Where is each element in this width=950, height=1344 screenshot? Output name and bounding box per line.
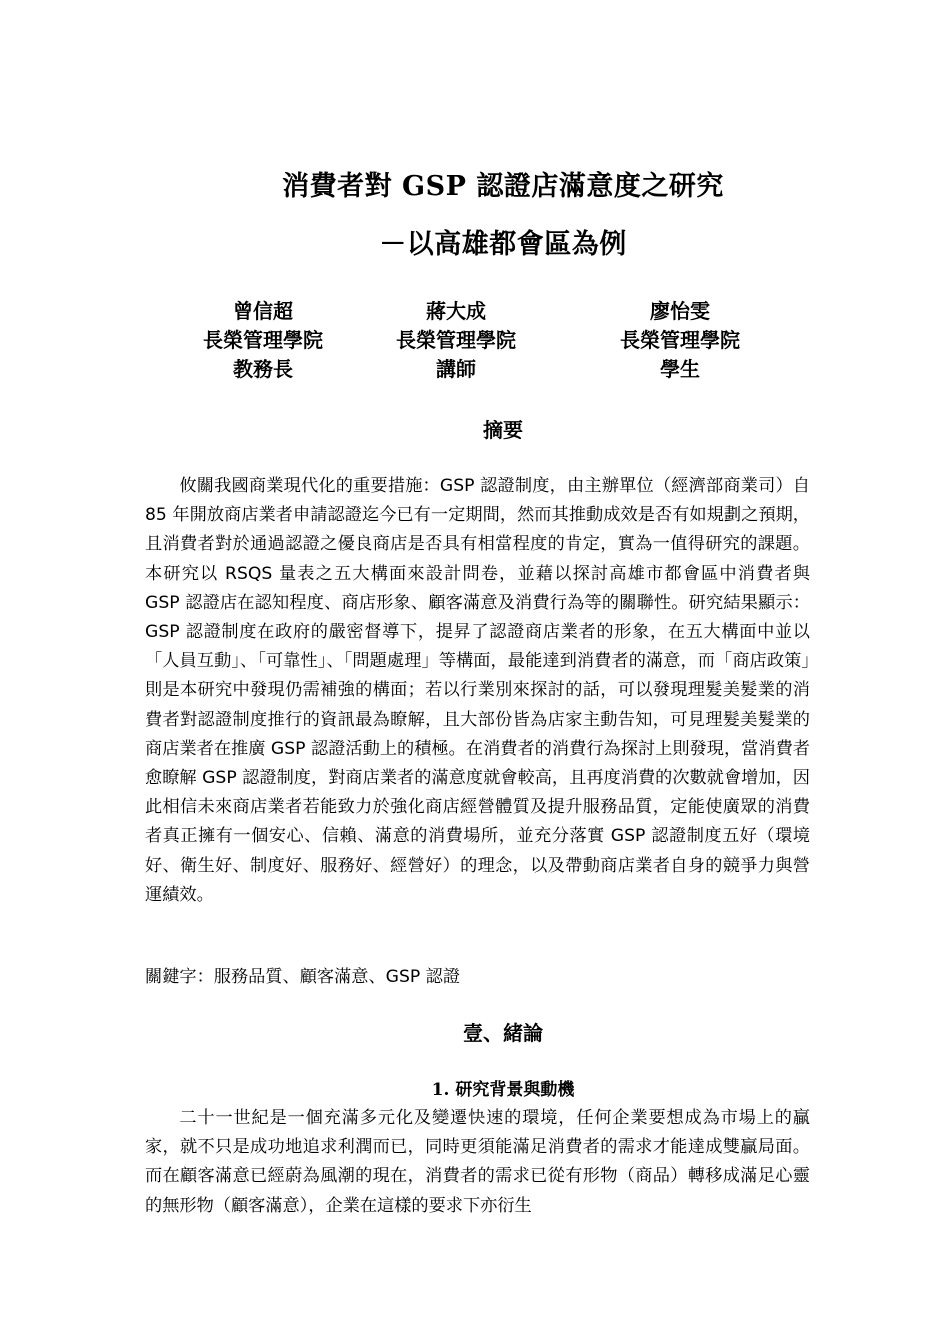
author-affiliation: 長榮管理學院: [396, 328, 516, 352]
author-block: [366, 297, 546, 384]
author-block: [173, 297, 353, 384]
paper-subtitle: －以高雄都會區為例: [379, 229, 627, 260]
author-affiliation: 長榮管理學院: [620, 328, 740, 352]
author-role: 學生: [660, 357, 700, 381]
author-name: 蔣大成: [426, 299, 486, 323]
author-name: 廖怡雯: [650, 299, 710, 323]
subsection-heading: 1. 研究背景與動機: [431, 1080, 575, 1100]
author-block: [590, 297, 770, 384]
keywords-line: 關鍵字：服務品質、顧客滿意、GSP 認證: [145, 967, 461, 987]
abstract-heading: 摘要: [483, 418, 523, 442]
author-role: 講師: [436, 357, 476, 381]
author-role: 教務長: [233, 357, 293, 381]
abstract-paragraph: 攸關我國商業現代化的重要措施：GSP 認證制度，由主辦單位（經濟部商業司）自 85 年開放商店業者申請認證迄今已有一定期間，然而其推動成效是否有如規劃之預期，且消費者對於通過認證之優良商店是否具有相當程度的肯定，實為一值得研究的課題。本研究以 RSQS 量表之五大構面來設計問卷，並藉以探討高雄市都會區中消費者與 GSP 認證店在認知程度、商店形象、顧客滿意及消費行為等的關聯性。研究結果顯示：GSP 認證制度在政府的嚴密督導下，提昇了認證商店業者的形象，在五大構面中並以「人員互動」、「可靠性」、「問題處理」等構面，最能達到消費者的滿意，而「商店政策」則是本研究中發現仍需補強的構面；若以行業別來探討的話，可以發現理髮美髮業的消費者對認證制度推行的資訊最為瞭解，且大部份皆為店家主動告知，可見理髮美髮業的商店業者在推廣 GSP 認證活動上的積極。在消費者的消費行為探討上則發現，當消費者愈瞭解 GSP 認證制度，對商店業者的滿意度就會較高，且再度消費的次數就會增加，因此相信未來商店業者若能致力於強化商店經營體質及提升服務品質，定能使廣眾的消費者真正擁有一個安心、信賴、滿意的消費場所，並充分落實 GSP 認證制度五好（環境好、衛生好、制度好、服務好、經營好）的理念，以及帶動商店業者自身的競爭力與營運績效。: [145, 476, 810, 905]
author-name: 曾信超: [233, 299, 293, 323]
author-affiliation: 長榮管理學院: [203, 328, 323, 352]
paper-title: 消費者對 GSP 認證店滿意度之研究: [282, 171, 724, 202]
section-heading: 壹、緒論: [463, 1021, 543, 1045]
intro-paragraph: 二十一世紀是一個充滿多元化及變遷快速的環境，任何企業要想成為市場上的贏家，就不只是成功地追求利潤而已，同時更須能滿足消費者的需求才能達成雙贏局面。而在顧客滿意已經蔚為風潮的現在，消費者的需求已從有形物（商品）轉移成滿足心靈的無形物（顧客滿意），企業在這樣的要求下亦衍生: [145, 1108, 810, 1216]
